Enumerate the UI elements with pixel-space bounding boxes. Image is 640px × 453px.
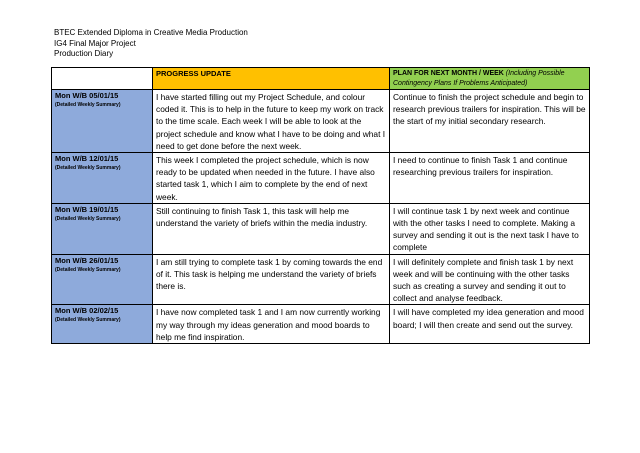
week-summary-label: (Detailed Weekly Summary): [55, 165, 121, 172]
document-header: [54, 28, 248, 60]
document-title: Production Diary: [54, 49, 114, 58]
week-summary-label: (Detailed Weekly Summary): [55, 102, 121, 108]
progress-cell: Still continuing to finish Task 1, this task will help me understand the variety of briefs within the media industry.: [153, 203, 390, 254]
week-summary-label: (Detailed Weekly Summary): [55, 317, 121, 324]
table-row: [52, 90, 590, 153]
week-summary-label: (Detailed Weekly Summary): [55, 266, 121, 273]
production-diary-table: [51, 67, 590, 344]
blank-header-cell: [52, 68, 153, 90]
week-date: Mon W/B 12/01/15: [55, 154, 119, 164]
plan-cell: I will continue task 1 by next week and continue with the other tasks I need to complete. Making a survey and sending it out is the next task I have to complete: [390, 203, 590, 254]
week-date: Mon W/B 19/01/15: [55, 204, 119, 214]
progress-cell: This week I completed the project schedule, which is now ready to be updated when needed in the future. I have also started task 1, which I aim to complete by the end of next week.: [153, 153, 390, 204]
table-row: [52, 153, 590, 204]
week-cell: [52, 90, 153, 153]
table-header-row: [52, 68, 590, 90]
project-title: IG4 Final Major Project: [54, 38, 136, 48]
plan-cell: Continue to finish the project schedule and begin to research previous trailers for inspiration. This will be the start of my initial secondary research.: [390, 90, 590, 153]
week-date: Mon W/B 26/01/15: [55, 255, 119, 265]
progress-cell: I have now completed task 1 and I am now currently working my way through my ideas generation and mood boards to help me find inspiration.: [153, 305, 390, 344]
plan-cell: I will definitely complete and finish task 1 by next week and will be continuing with the other tasks such as creating a survey and sending it out to collect and analyse feedback.: [390, 254, 590, 305]
week-summary-label: (Detailed Weekly Summary): [55, 215, 121, 222]
plan-header: [390, 68, 590, 90]
week-date: Mon W/B 05/01/15: [55, 91, 119, 100]
progress-cell: I have started filling out my Project Schedule, and colour coded it. This is to help in the future to keep my work on track to the time scale. Each week I will be able to look at the project schedule and know what I have to be doing and what I need to get done before the next week.: [153, 90, 390, 153]
progress-header: PROGRESS UPDATE: [153, 68, 390, 90]
plan-cell: I will have completed my idea generation and mood board; I will then create and send out the survey.: [390, 305, 590, 344]
week-cell: [52, 305, 153, 344]
week-cell: [52, 203, 153, 254]
plan-header-note: (Including Possible Contingency Plans If Problems Anticipated): [393, 70, 565, 87]
progress-cell: I am still trying to complete task 1 by coming towards the end of it. This task is helping me understand the variety of briefs there is.: [153, 254, 390, 305]
week-cell: [52, 153, 153, 204]
table-row: [52, 254, 590, 305]
table-row: [52, 305, 590, 344]
week-date: Mon W/B 02/02/15: [55, 306, 119, 316]
week-cell: [52, 254, 153, 305]
table-row: [52, 203, 590, 254]
plan-header-label: PLAN FOR NEXT MONTH / WEEK: [393, 70, 504, 77]
plan-cell: I need to continue to finish Task 1 and continue researching previous trailers for inspiration.: [390, 153, 590, 204]
course-title: BTEC Extended Diploma in Creative Media Production: [54, 28, 248, 37]
